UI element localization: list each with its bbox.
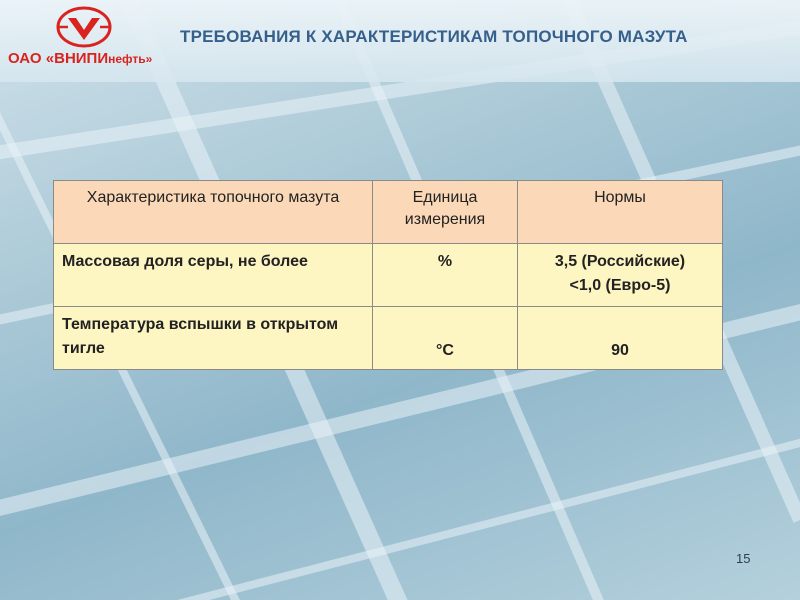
- requirements-table: [53, 180, 723, 370]
- table-row: [54, 244, 723, 307]
- column-header-characteristic: Характеристика топочного мазута: [54, 181, 373, 244]
- cell-characteristic: Температура вспышки в открытом тигле: [54, 307, 373, 370]
- company-name-suffix: нефть»: [108, 52, 153, 66]
- column-header-unit: Единица измерения: [373, 181, 518, 244]
- page-number: 15: [736, 551, 751, 566]
- cell-characteristic: Массовая доля серы, не более: [54, 244, 373, 307]
- company-name-prefix: ОАО «ВНИПИ: [8, 50, 109, 67]
- cell-norms: 90: [518, 307, 723, 370]
- company-name: [8, 50, 152, 67]
- norm-line: 3,5 (Российские): [554, 253, 686, 270]
- norm-line: <1,0 (Евро-5): [569, 277, 671, 294]
- slide-title: ТРЕБОВАНИЯ К ХАРАКТЕРИСТИКАМ ТОПОЧНОГО МАЗУТА: [180, 27, 688, 46]
- table-header-row: [54, 181, 723, 244]
- company-logo-icon: [56, 6, 112, 48]
- column-header-norms: Нормы: [518, 181, 723, 244]
- cell-norms: [518, 244, 723, 307]
- table-row: [54, 307, 723, 370]
- cell-unit: °С: [373, 307, 518, 370]
- cell-unit: %: [373, 244, 518, 307]
